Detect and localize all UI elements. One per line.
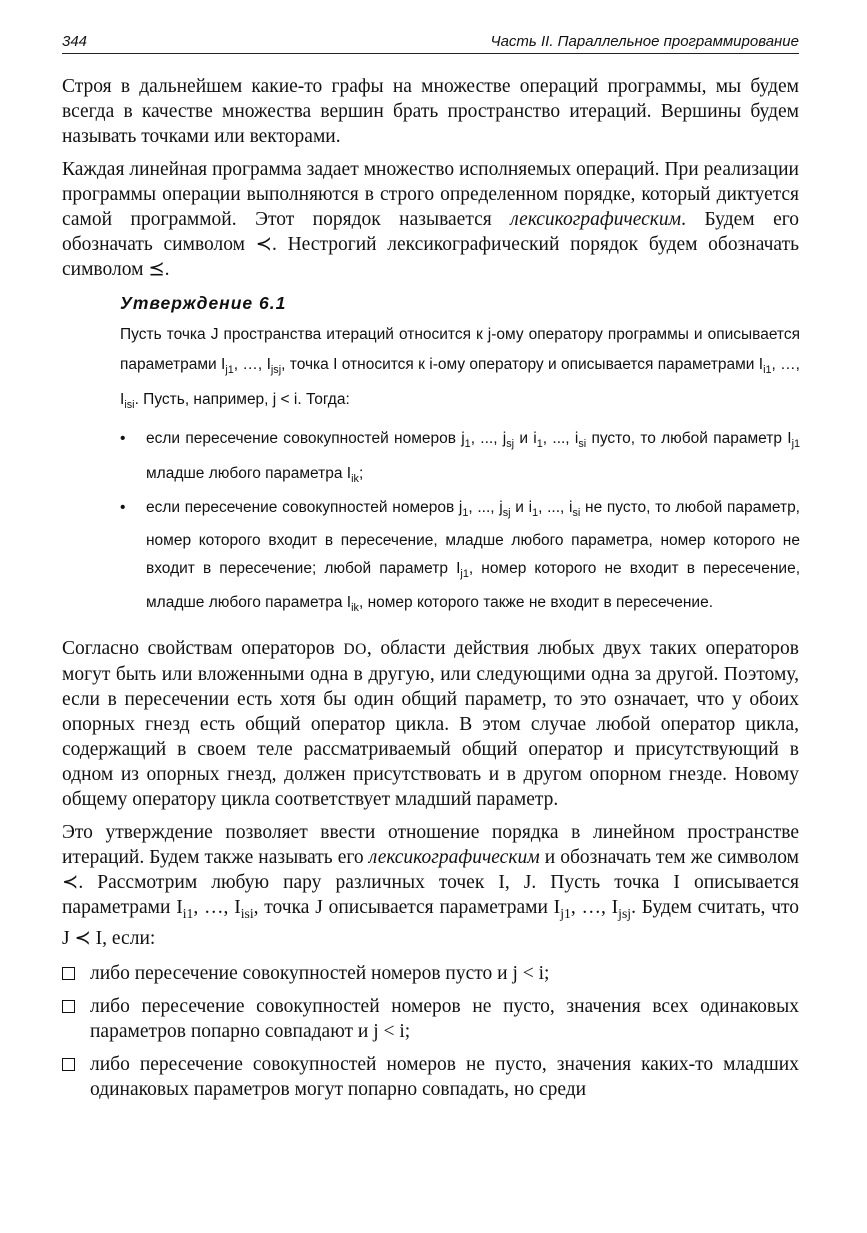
page-header: [62, 28, 799, 54]
condition-item: либо пересечение совокупностей номеров не пусто, значения всех одинаковых параметров попарно совпадают и j < i;: [62, 994, 799, 1044]
term-lexicographic: лексикографическим: [368, 846, 540, 868]
keyword-do: DO: [343, 640, 367, 658]
condition-list: [62, 961, 799, 1102]
paragraph-graphs: Строя в дальнейшем какие-то графы на множестве операций программы, мы будем всегда в качестве множества вершин брать пространство итераций. Вершины будем называть точками или векторами.: [62, 76, 799, 147]
paragraph-lex-order: Каждая линейная программа задает множество исполняемых операций. При реализации программы операции выполняются в строго определенном порядке, который диктуется самой программой. Этот порядок называется лексикографическим. Будем его обозначать символом ≺. Нестрогий лексикографический порядок будем обозначать символом ⪯.: [62, 159, 799, 280]
condition-item: либо пересечение совокупностей номеров не пусто, значения каких-то младших одинаковых параметров могут попарно совпадать, но среди: [62, 1052, 799, 1102]
page-number: 344: [62, 33, 88, 50]
book-page: [62, 28, 799, 1110]
checkbox-bullet-icon: [62, 967, 75, 980]
checkbox-bullet-icon: [62, 1000, 75, 1013]
running-title: Часть II. Параллельное программирование: [490, 33, 799, 50]
statement-bullet: • если пересечение совокупностей номеров $j_1$, ..., $j_{sj}$ и $i_1$, ..., $i_{si}$ не пусто, то любой параметр, номер которого входит в пересечение, младше любого параметра, номер которого не входит в пересечение; любой параметр $I_{j1}$, номер которого не входит в пересечение, младше любого параметра $I_{ik}$, номер которого также не входит в пересечение.: [120, 494, 800, 621]
statement-bullet: • если пересечение совокупностей номеров $j_1$, ..., $j_{sj}$ и $i_1$, ..., $i_{si}$ пусто, то любой параметр $I_{j1}$ младше любого параметра $I_{ik}$;: [120, 424, 800, 494]
statement-block: [120, 292, 800, 622]
statement-bullets: [120, 424, 800, 621]
term-lexicographic: лексикографическим: [510, 209, 682, 230]
condition-item: либо пересечение совокупностей номеров пусто и j < i;: [62, 961, 799, 986]
statement-intro: Пусть точка J пространства итераций относится к j-ому оператору программы и описывается параметрами $I_{j1}$, …, $I_{jsj}$, точка I относится к i-ому оператору и описывается параметрами $I_{i1}$, …, $I_{isi}$. Пусть, например, j < i. Тогда:: [120, 326, 800, 412]
paragraph-order-relation: Это утверждение позволяет ввести отношение порядка в линейном пространстве итераций. Будем также называть его лексикографическим и обозначать тем же символом ≺. Рассмотрим любую пару различных точек I, J. Пусть точка I описывается параметрами $I_{i1}$, …, $I_{isi}$, точка J описывается параметрами $I_{j1}$, …, $I_{jsj}$. Будем считать, что J ≺ I, если:: [62, 821, 800, 949]
paragraph-do-operators: Согласно свойствам операторов DO, области действия любых двух таких операторов могут быть или вложенными одна в другую, или следующими одна за другой. Поэтому, если в пересечении есть хотя бы один общий параметр, то это означает, что у обоих опорных гнезд есть общий оператор цикла. В этом случае любой оператор цикла, содержащий в своем теле рассматриваемый общий оператор и присутствующий в одном из опорных гнезд, должен присутствовать и в другом опорном гнезде. Новому общему оператору цикла соответствует младший параметр.: [62, 637, 799, 810]
statement-title: Утверждение 6.1: [120, 293, 287, 313]
checkbox-bullet-icon: [62, 1058, 75, 1071]
